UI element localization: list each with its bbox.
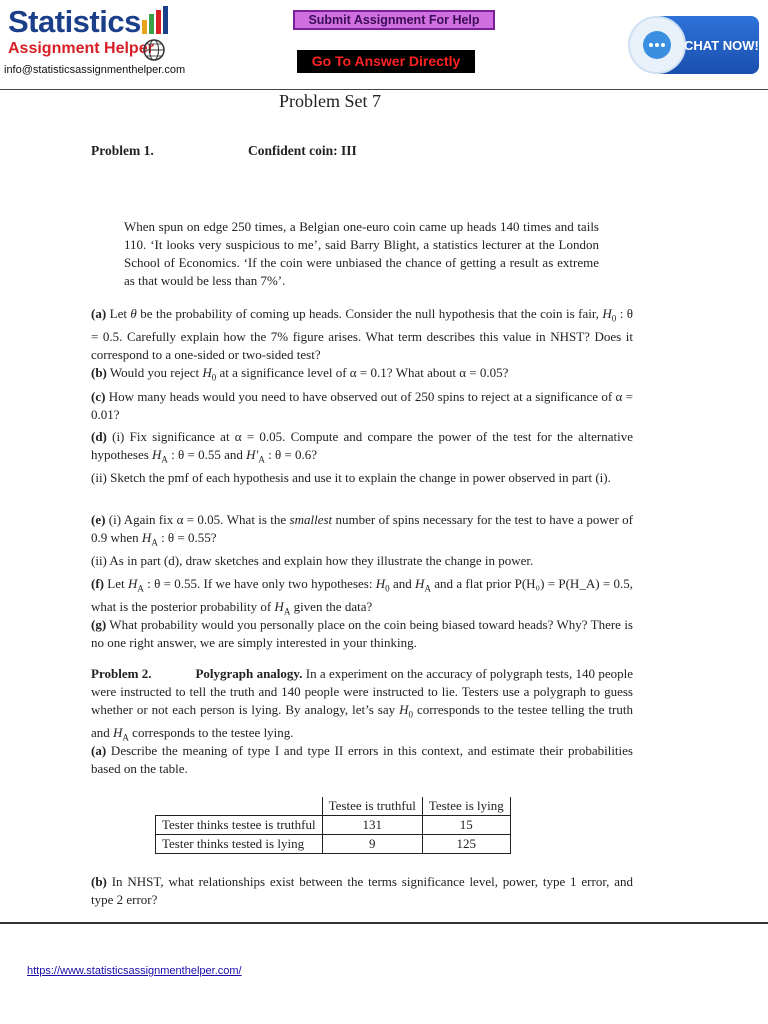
page-title: Problem Set 7 xyxy=(279,91,381,111)
table-header-row xyxy=(156,797,511,816)
part-label: (d) xyxy=(91,429,107,444)
problem2-part-a: (a) Describe the meaning of type I and type II errors in this context, and estimate their probabilities based on the table. xyxy=(91,743,633,776)
submit-assignment-button[interactable]: Submit Assignment For Help xyxy=(293,10,495,30)
footer-divider xyxy=(0,922,768,924)
problem1-part-e: (e) (i) Again fix α = 0.05. What is the smallest number of spins necessary for the test to have a power of 0.9 when $H_A$ : θ = 0.55? xyxy=(91,512,633,548)
logo-title: Statistics xyxy=(8,4,141,39)
part-label: (b) xyxy=(91,365,107,380)
part-label: (e) xyxy=(91,512,106,527)
problem1-label: Problem 1. xyxy=(91,143,154,158)
problem1-part-a: (a) Let θ be the probability of coming up heads. Consider the null hypothesis that the coin is fair, $H_0$ : θ = 0.5. Carefully explain how the 7% figure arises. What term describes this value in NHST? Does it correspond to a one-sided or two-sided test? xyxy=(91,306,633,362)
header-divider xyxy=(0,89,768,90)
problem2-label: Problem 2. xyxy=(91,666,152,681)
problem1-part-d-ii: (ii) Sketch the pmf of each hypothesis and use it to explain the change in power observed in part (i). xyxy=(91,470,611,485)
problem1-part-e-ii: (ii) As in part (d), draw sketches and explain how they illustrate the change in power. xyxy=(91,553,534,568)
footer-website-link[interactable]: https://www.statisticsassignmenthelper.com/ xyxy=(27,965,242,977)
polygraph-table xyxy=(155,797,511,854)
logo-subtitle: Assignment Helper xyxy=(8,40,154,57)
part-label: (b) xyxy=(91,874,107,889)
problem2-title: Polygraph analogy. xyxy=(195,666,303,681)
table-col-lying: Testee is lying xyxy=(422,797,510,816)
chat-now-label: CHAT NOW! xyxy=(684,38,759,53)
problem1-part-f: (f) Let $H_A$ : θ = 0.55. If we have only two hypotheses: $H_0$ and $H_A$ and a flat prior P(H₀) = P(H_A) = 0.5, what is the posterior probability of $H_A$ given the data? xyxy=(91,576,633,617)
problem2-intro: Problem 2. Polygraph analogy. In a experiment on the accuracy of polygraph tests, 140 people were instructed to tell the truth and 140 people were instructed to lie. Testers use a polygraph to guess whether or not each person is lying. By analogy, let’s say $H_0$ corresponds to the testee telling the truth and $H_A$ corresponds to the testee lying. xyxy=(91,666,633,743)
problem1-part-b: (b) Would you reject $H_0$ at a significance level of α = 0.1? What about α = 0.05? xyxy=(91,365,509,383)
chat-now-button[interactable] xyxy=(628,16,759,74)
problem1-quote: When spun on edge 250 times, a Belgian one-euro coin came up heads 140 times and tails 110. ‘It looks very suspicious to me’, said Barry Blight, a statistics lecturer at the London School of Economics. ‘If the coin were unbiased the chance of getting a result as extreme as that would be less than 7%’. xyxy=(124,219,599,288)
contact-email: info@statisticsassignmenthelper.com xyxy=(4,64,186,76)
problem1-part-d: (d) (i) Fix significance at α = 0.05. Compute and compare the power of the test for the alternative hypotheses $H_A$ : θ = 0.55 and $H'_A$ : θ = 0.6? xyxy=(91,429,633,465)
problem1-title: Confident coin: III xyxy=(248,143,357,158)
chart-globe-icon xyxy=(140,6,172,62)
table-row: Tester thinks tested is lying 9 125 xyxy=(156,835,511,854)
part-label: (a) xyxy=(91,306,107,321)
problem2-part-b: (b) In NHST, what relationships exist between the terms significance level, power, type 1 error, and type 2 error? xyxy=(91,874,633,907)
problem1-part-g: (g) What probability would you personally place on the coin being biased toward heads? Why? There is no one right answer, we are simply interested in your thinking. xyxy=(91,617,633,650)
part-label: (a) xyxy=(91,743,107,758)
part-label: (g) xyxy=(91,617,107,632)
part-label: (f) xyxy=(91,576,104,591)
problem1-part-c: (c) How many heads would you need to have observed out of 250 spins to reject at a significance of α = 0.01? xyxy=(91,389,633,422)
table-row: Tester thinks testee is truthful 131 15 xyxy=(156,816,511,835)
chat-bubble-icon xyxy=(628,16,686,74)
go-to-answer-button[interactable]: Go To Answer Directly xyxy=(297,50,475,73)
part-label: (c) xyxy=(91,389,106,404)
table-col-truthful: Testee is truthful xyxy=(322,797,422,816)
